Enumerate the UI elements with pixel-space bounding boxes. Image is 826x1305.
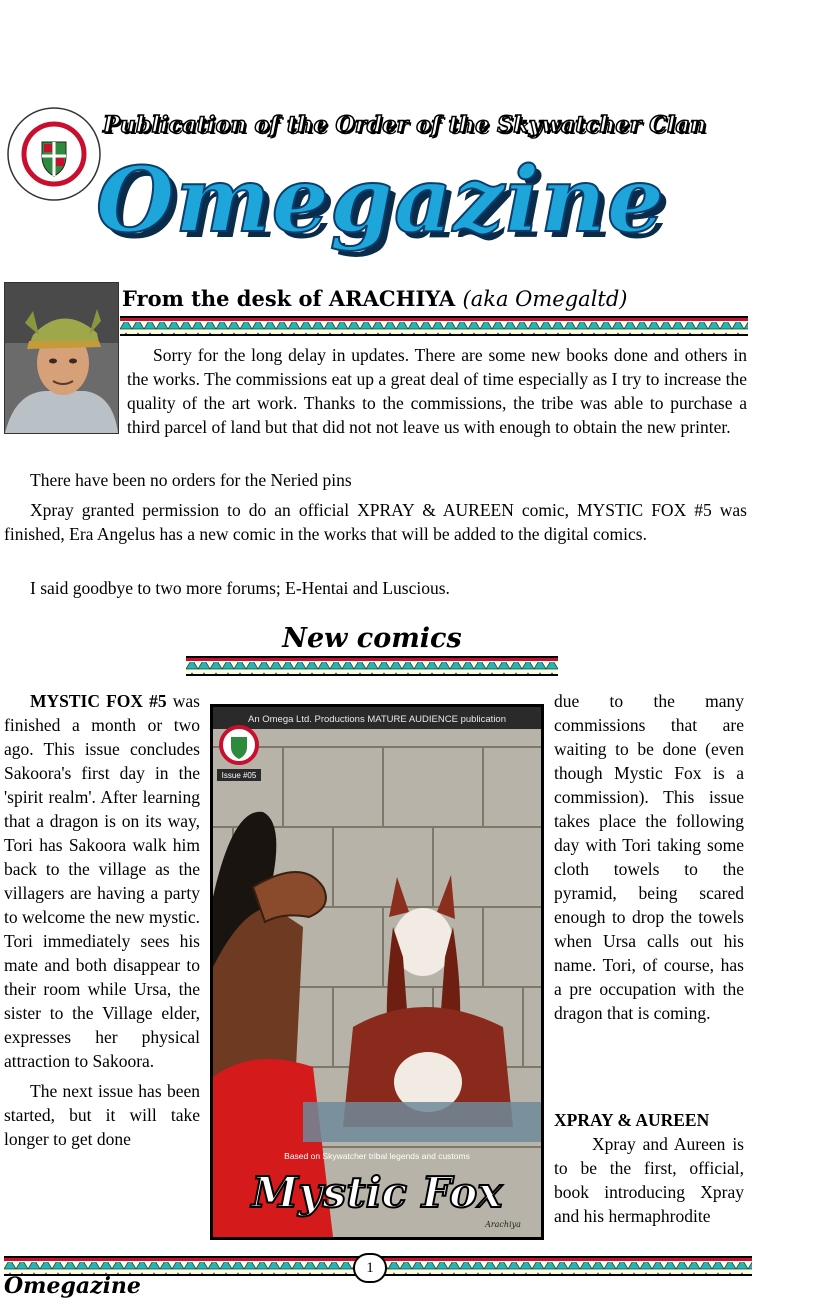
cover-issue: Issue #05 — [221, 771, 257, 780]
next-issue-paragraph: The next issue has been started, but it will take longer to get done — [4, 1081, 200, 1149]
tribal-border — [120, 316, 748, 336]
xpray-section — [554, 1108, 744, 1228]
clan-seal — [6, 106, 102, 202]
masthead-title: Omegazine — [96, 147, 666, 253]
forums-paragraph: I said goodbye to two more forums; E-Hentai and Luscious. — [30, 578, 450, 598]
desk-intro-paragraph: Sorry for the long delay in updates. There are some new books done and others in the works. The commissions eat up a great deal of time especially as I try to increase the quality of the art work. Thanks to the commissions, the tribe was able to purchase a third parcel of land but that did not not leave us with enough to obtain the new printer. — [127, 345, 747, 437]
cover-logo: Mystic Fox — [251, 1168, 503, 1217]
pins-paragraph: There have been no orders for the Neried pins — [30, 470, 352, 490]
mystic-fox-paragraph — [4, 689, 200, 1073]
desk-heading-aka: (aka Omegaltd) — [462, 287, 628, 311]
desk-heading — [122, 286, 628, 311]
new-comics-heading: New comics — [282, 623, 462, 654]
left-column — [4, 689, 200, 1151]
footer-title: Omegazine — [4, 1273, 141, 1299]
author-photo — [4, 282, 119, 434]
cover-bottom-line: Based on Skywatcher tribal legends and customs — [284, 1151, 470, 1161]
cover-top-line: An Omega Ltd. Productions MATURE AUDIENCE publication — [247, 714, 507, 725]
xpray-body: Xpray and Aureen is to be the first, official, book introducing Xpray and his hermaphrodite — [554, 1134, 744, 1226]
xpray-permission-paragraph: Xpray granted permission to do an official XPRAY & AUREEN comic, MYSTIC FOX #5 was finished, Era Angelus has a new comic in the works that will be added to the digital comics. — [4, 500, 747, 544]
mystic-fox-cover — [210, 704, 544, 1240]
right-column-paragraph: due to the many commissions that are waiting to be done (even though Mystic Fox is a commission). This issue takes place the following day with Tori taking some cloth towels to the pyramid, being scared enough to drop the towels when Ursa calls out his name. Tori, of course, has a pre occupation with the dragon that is coming. — [554, 691, 744, 1023]
mystic-fox-body: was finished a month or two ago. This issue concludes Sakoora's first day in the 'spirit realm'. After learning that a dragon is on its way, Tori has Sakoora walk him back to the village as the villagers are having a party to welcome the new mystic. Tori immediately sees his mate and both disappear to their room while Ursa, the sister to the Village elder, expresses her physical attraction to Sakoora. — [4, 691, 200, 1071]
page-number: 1 — [353, 1253, 387, 1283]
mystic-fox-title: MYSTIC FOX #5 — [30, 691, 167, 711]
tribal-border — [186, 656, 558, 676]
publication-line: Publication of the Order of the Skywatcher Clan — [103, 112, 707, 138]
cover-signature: Arachiya — [485, 1220, 521, 1229]
xpray-title: XPRAY & AUREEN — [554, 1110, 710, 1130]
desk-heading-text: From the desk of ARACHIYA — [122, 286, 456, 311]
